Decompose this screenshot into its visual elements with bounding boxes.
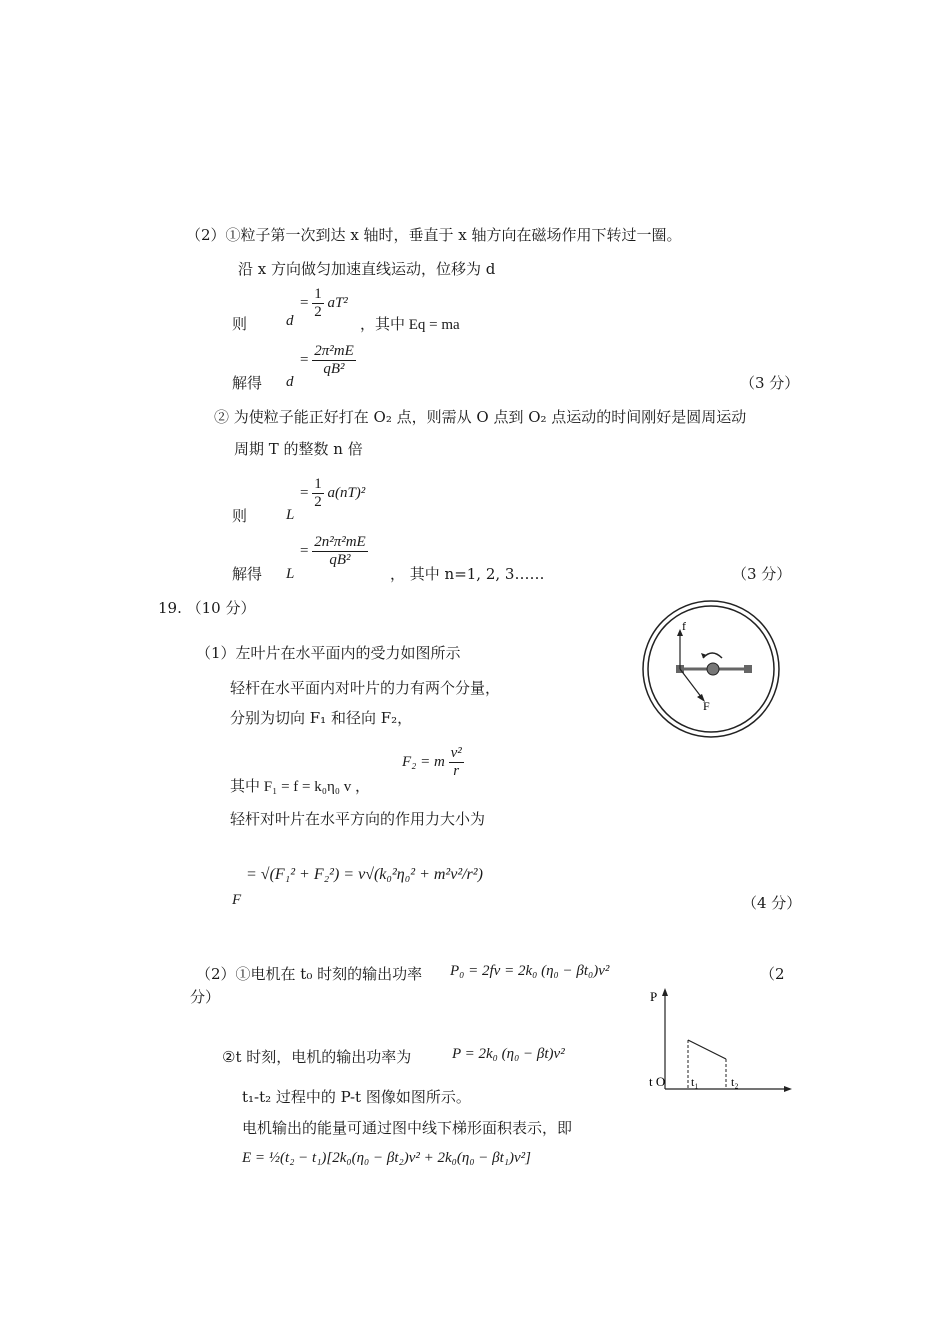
half-num: 1 bbox=[314, 286, 322, 302]
F2-lhs: F₂ = m bbox=[402, 753, 445, 770]
q19-score2a: （2 bbox=[760, 965, 785, 983]
q18-ze2: 则 bbox=[232, 507, 248, 525]
F-arrow bbox=[680, 669, 702, 698]
q19-F1-eq: 其中 F₁ = f = k₀η₀ v ， bbox=[230, 779, 371, 795]
q19-score1: （4 分） bbox=[742, 894, 802, 912]
F2-num: v² bbox=[450, 745, 462, 761]
q19-p1-line1: （1）左叶片在水平面内的受力如图所示 bbox=[196, 644, 461, 662]
q18-d-lhs: d bbox=[286, 313, 294, 329]
axis-hub bbox=[707, 663, 719, 675]
t1-label: t₁ bbox=[691, 1075, 699, 1089]
q18-d-eq2: = $\frac{\text{2π²mE}}{\text{qB²}}$ bbox=[300, 343, 354, 377]
q19-F2-eq bbox=[402, 745, 464, 780]
q18-score2: （3 分） bbox=[732, 565, 792, 583]
q19-E-eq: E = ½(t₂ − t₁)[2k₀(η₀ − βt₂)v² + 2k₀(η₀ − βt₁)v²] bbox=[242, 1150, 532, 1166]
q18-line3: ② 为使粒子能正好打在 O₂ 点，则需从 O 点到 O₂ 点运动的时间刚好是圆周运动 bbox=[214, 408, 747, 426]
L-den: qB² bbox=[312, 551, 368, 569]
q19-p2-line4: 电机输出的能量可通过图中线下梯形面积表示，即 bbox=[242, 1119, 573, 1137]
pt-diagram bbox=[646, 985, 796, 1095]
q18-ze1: 则 bbox=[232, 315, 248, 333]
q19-p1-line2: 轻杆在水平面内对叶片的力有两个分量， bbox=[230, 679, 501, 697]
P-label: P bbox=[650, 989, 658, 1004]
q19-p1-line3: 分别为切向 F₁ 和径向 F₂， bbox=[230, 709, 413, 727]
q19-P0-eq: P₀ = 2fv = 2k₀ (η₀ − βt₀)v² bbox=[450, 963, 610, 979]
q19-p2-line2: ②t 时刻，电机的输出功率为 bbox=[222, 1048, 412, 1066]
q18-line4: 周期 T 的整数 n 倍 bbox=[234, 440, 363, 458]
q18-L2-lhs: L bbox=[286, 566, 295, 582]
q19-F-lhs: F bbox=[232, 892, 242, 908]
d-num: 2π²mE bbox=[314, 343, 354, 359]
rotation-arrowhead bbox=[701, 653, 707, 658]
half-num-2: 1 bbox=[314, 476, 322, 492]
anT2: a(nT)² bbox=[327, 484, 366, 501]
power-line bbox=[688, 1040, 726, 1059]
t-axis-arrow bbox=[784, 1086, 792, 1092]
tO-label: t O bbox=[649, 1074, 666, 1089]
L-num: 2n²π²mE bbox=[314, 534, 366, 550]
q19-header: 19. （10 分） bbox=[158, 599, 256, 617]
q19-score2b: 分） bbox=[190, 988, 221, 1006]
q19-F-eq: = √(F₁² + F₂²) = v√(k₀²η₀² + m²v²/r²) bbox=[246, 866, 483, 883]
q18-L-eq1: = $\frac{1}{2}$ a(nT)² bbox=[300, 476, 366, 510]
q18-where2: ， 其中 n=1, 2, 3…… bbox=[390, 565, 545, 583]
q19-cut-line bbox=[230, 808, 486, 828]
half-den-2: 2 bbox=[314, 494, 322, 510]
force-diagram bbox=[640, 600, 782, 738]
q18-jie2: 解得 bbox=[232, 565, 263, 583]
q19-cut-text: 轻杆对叶片在水平方向的作用力大小为 bbox=[230, 810, 486, 828]
half-den: 2 bbox=[314, 304, 322, 320]
F2-den: r bbox=[449, 762, 464, 780]
F-label: F bbox=[703, 699, 710, 713]
q19-P-eq: P = 2k₀ (η₀ − βt)v² bbox=[452, 1046, 565, 1062]
q18-jie1: 解得 bbox=[232, 374, 263, 392]
right-blade bbox=[744, 665, 752, 673]
q18-line2: 沿 x 方向做匀加速直线运动，位移为 d bbox=[238, 260, 496, 278]
aT2: aT² bbox=[327, 294, 348, 311]
d-den: qB² bbox=[312, 360, 356, 378]
q18-where1: ，其中 Eq = ma bbox=[360, 317, 460, 333]
q18-d2-lhs: d bbox=[286, 374, 294, 390]
q18-L-eq2: = $\frac{\text{2n²π²mE}}{\text{qB²}}$ bbox=[300, 534, 366, 568]
q18-line1: （2）①粒子第一次到达 x 轴时，垂直于 x 轴方向在磁场作用下转过一圈。 bbox=[186, 226, 682, 244]
f-label: f bbox=[682, 619, 686, 633]
q19-p2-line1: （2）①电机在 t₀ 时刻的输出功率 bbox=[196, 965, 423, 983]
q18-d-eq1: = $\frac{1}{2}$ aT² bbox=[300, 286, 348, 320]
t2-label: t₂ bbox=[731, 1075, 739, 1089]
q18-L-lhs: L bbox=[286, 507, 295, 523]
q19-p2-line3: t₁-t₂ 过程中的 P-t 图像如图所示。 bbox=[242, 1088, 471, 1106]
q18-score1: （3 分） bbox=[740, 374, 800, 392]
p-axis-arrow bbox=[662, 988, 668, 996]
